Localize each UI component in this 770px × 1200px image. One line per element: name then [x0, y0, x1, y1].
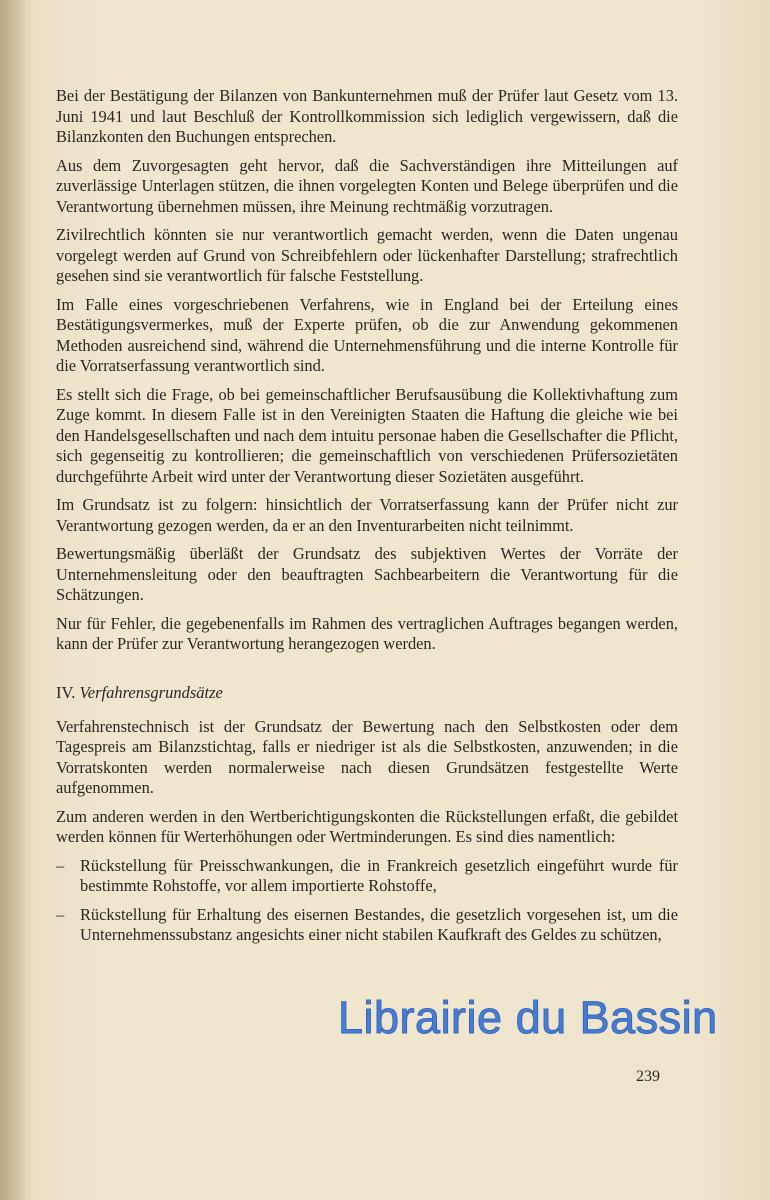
- section-paragraph-2: Zum anderen werden in den Wertberichtigungskonten die Rückstellungen erfaßt, die gebildet werden können für Werterhöhungen oder Wertminderungen. Es sind dies namentlich:: [56, 806, 678, 846]
- section-paragraph-1: Verfahrenstechnisch ist der Grundsatz der Bewertung nach den Selbstkosten oder dem Tagespreis am Bilanzstichtag, falls er niedriger ist als die Selbstkosten, anzuwenden; in die Vorratskonten werden normalerweise nach diesen Grundsätzen festgestellte Werte aufgenommen.: [56, 716, 678, 797]
- paragraph-1: Bei der Bestätigung der Bilanzen von Bankunternehmen muß der Prüfer laut Gesetz vom 13. Juni 1941 und laut Beschluß der Kontrollkommission sich lediglich vergewissern, daß die Bilanzkonten den Buchungen entsprechen.: [56, 86, 678, 146]
- page-gutter: [0, 0, 26, 1200]
- provisions-list: [56, 856, 678, 946]
- list-item-text: Rückstellung für Erhaltung des eisernen Bestandes, die gesetzlich vorgesehen ist, um die Unternehmenssubstanz angesichts einer nicht stabilen Kaufkraft des Geldes zu schützen,: [80, 904, 678, 944]
- page-number: 239: [636, 1068, 660, 1085]
- list-item: [56, 905, 678, 946]
- section-heading: [56, 683, 678, 703]
- list-item: [56, 856, 678, 897]
- page-body: [56, 86, 678, 954]
- dash-bullet: –: [56, 904, 65, 924]
- bookshop-watermark: Librairie du Bassin: [338, 992, 718, 1043]
- paragraph-2: Aus dem Zuvorgesagten geht hervor, daß die Sachverständigen ihre Mitteilungen auf zuverlässige Unterlagen stützen, die ihnen vorgelegten Konten und Belege überprüfen und die Verantwortung übernehmen müssen, ihre Meinung rechtmäßig vorzutragen.: [56, 155, 678, 216]
- paragraph-5: Es stellt sich die Frage, ob bei gemeinschaftlicher Berufsausübung die Kollektivhaftung zum Zuge kommt. In diesem Falle ist in den Vereinigten Staaten die Haftung die gleiche wie bei den Handelsgesellschaften und nach dem intuitu personae haben die Gesellschafter die Pflicht, sich gegenseitig zu kontrollieren; die gemeinschaftlich von verschiedenen Prüfersozietäten durchgeführte Arbeit wird unter der Verantwortung dieser Sozietäten ausgeführt.: [56, 384, 678, 486]
- section-number: IV.: [56, 682, 76, 702]
- dash-bullet: –: [56, 855, 65, 875]
- paragraph-6: Im Grundsatz ist zu folgern: hinsichtlich der Vorratserfassung kann der Prüfer nicht zur Verantwortung gezogen werden, da er an den Inventurarbeiten nicht teilnimmt.: [56, 495, 678, 535]
- list-item-text: Rückstellung für Preisschwankungen, die in Frankreich gesetzlich eingeführt wurde für bestimmte Rohstoffe, vor allem importierte Rohstoffe,: [80, 855, 678, 895]
- paragraph-8: Nur für Fehler, die gegebenenfalls im Rahmen des vertraglichen Auftrages begangen werden, kann der Prüfer zur Verantwortung herangezogen werden.: [56, 613, 678, 653]
- section-title: Verfahrensgrundsätze: [79, 682, 223, 702]
- paragraph-3: Zivilrechtlich könnten sie nur verantwortlich gemacht werden, wenn die Daten ungenau vorgelegt werden auf Grund von Schreibfehlern oder lückenhafter Darstellung; strafrechtlich gesehen sind sie verantwortlich für falsche Feststellung.: [56, 225, 678, 285]
- paragraph-7: Bewertungsmäßig überläßt der Grundsatz des subjektiven Wertes der Vorräte der Unternehmensleitung oder den beauftragten Sachbearbeitern die Verantwortung für die Schätzungen.: [56, 544, 678, 604]
- paragraph-4: Im Falle eines vorgeschriebenen Verfahrens, wie in England bei der Erteilung eines Bestätigungsvermerkes, muß der Experte prüfen, ob die zur Anwendung gekommenen Methoden ausreichend sind, während die Unternehmensführung und die interne Kontrolle für die Vorratserfassung verantwortlich sind.: [56, 294, 678, 375]
